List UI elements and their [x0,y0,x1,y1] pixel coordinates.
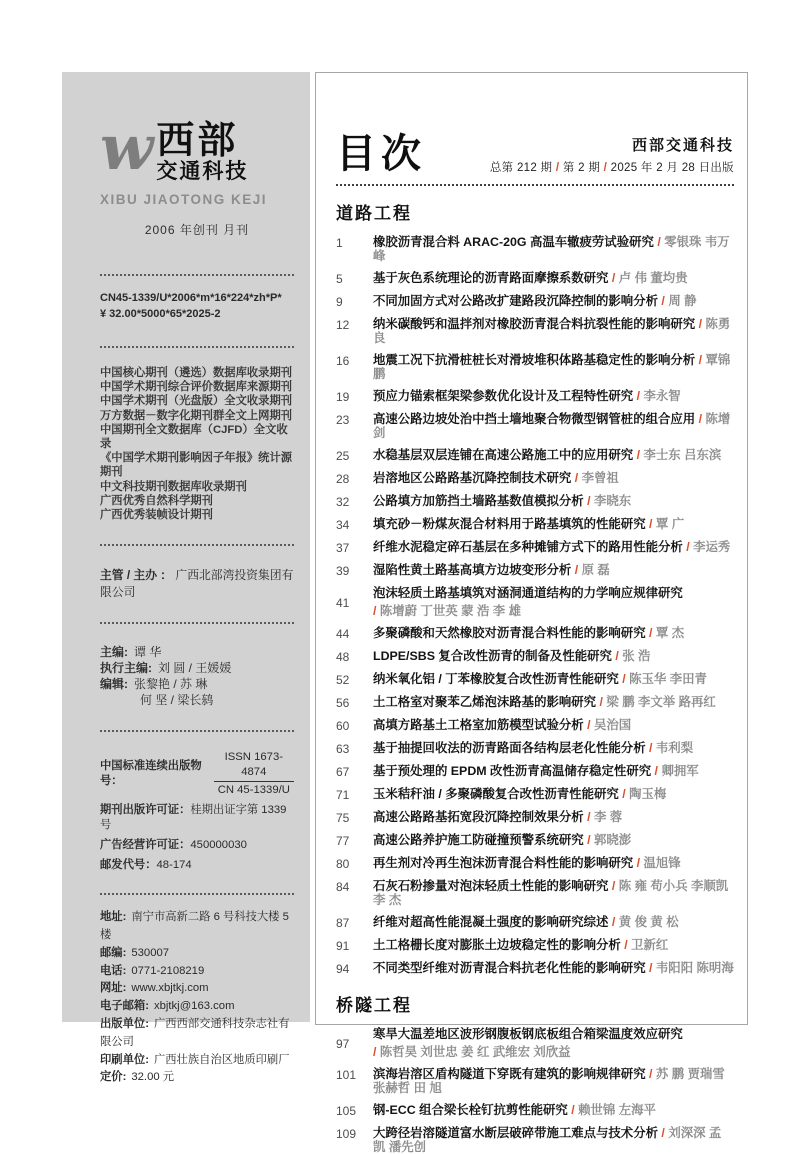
slash-separator: / [645,1067,656,1081]
toc-entry [336,517,734,532]
entry-title: 填充砂－粉煤灰混合材料用于路基填筑的性能研究 [373,517,646,531]
entry-authors: 李 蓉 [593,810,623,824]
entry-authors: 郭晓澎 [593,833,632,847]
slash-separator: / [682,540,694,554]
divider [100,622,294,624]
contact-label: 印刷单位: [100,1053,149,1066]
entry-title: LDPE/SBS 复合改性沥青的制备及性能研究 [373,649,612,663]
divider [100,730,294,732]
entry-authors: 李曾祖 [581,471,619,485]
slash-separator: / [633,856,644,870]
contact-block [100,909,294,1087]
entry-page-number: 94 [336,962,350,976]
entry-text [373,1027,734,1059]
entry-text [373,563,734,578]
entry-page-number: 48 [336,650,350,664]
entry-page-number: 25 [336,449,350,463]
slash-separator: / [608,879,619,893]
entry-title: 多聚磷酸和天然橡胶对沥青混合料性能的影响研究 [373,626,646,640]
slash-separator: / [618,672,630,686]
entry-title: 岩溶地区公路路基沉降控制技术研究 [373,471,572,485]
entry-text [373,1067,734,1095]
contact-value: 南宁市高新二路 6 号科技大楼 5 楼 [100,911,289,942]
entry-text [373,294,734,309]
postal-code-label: 邮发代号： [100,859,157,872]
contact-label: 网址: [100,982,127,995]
honor-item: 中国学术期刊（光盘版）全文收录期刊 [100,395,293,408]
contact-label: 定价: [100,1071,127,1084]
entry-title: 纳米碳酸钙和温拌剂对橡胶沥青混合料抗裂性能的影响研究 [373,317,696,331]
toc-entry [336,586,734,618]
contact-value: www.xbjtkj.com [131,982,209,995]
slash-separator: / [608,915,619,929]
toc-entry [336,718,734,733]
toc-entry [336,1067,734,1095]
entry-page-number: 71 [336,788,350,802]
toc-entry [336,353,734,381]
entry-authors: 周 静 [668,294,697,308]
editor-names: 何 坚 / 梁长鸫 [140,693,214,708]
editor-row [100,644,294,660]
slash-separator: / [695,412,706,426]
logo-name-line1: 西部 [156,120,239,162]
entry-title: 基于预处理的 EPDM 改性沥青高温储存稳定性研究 [373,764,652,778]
entry-authors: 卿拥军 [661,764,699,778]
slash-separator: / [645,961,656,975]
entry-title: 滨海岩溶区盾构隧道下穿既有建筑的影响规律研究 [373,1067,646,1081]
slash-separator: / [583,718,594,732]
contact-value: 广西西部交通科技杂志社有限公司 [100,1018,290,1048]
entry-page-number: 101 [336,1068,357,1082]
entry-text [373,540,734,555]
issue-info: 总第 212 期 / 第 2 期 / 2025 年 2 月 28 日出版 [489,162,734,174]
toc-entry [336,915,734,930]
entry-authors: 吴治国 [593,718,632,732]
slash-separator: / [552,162,563,174]
slash-separator: / [633,389,644,403]
entry-title: 寒旱大温差地区波形钢腹板钢底板组合箱梁温度效应研究 [373,1027,683,1041]
entry-text [373,494,734,509]
csn-line [100,750,294,798]
entry-authors: 韦阳阳 陈明海 [655,961,734,975]
entry-authors: 陈 雍 苟小兵 李顺凯 李 杰 [373,879,729,907]
header-right [490,134,734,175]
entry-page-number: 28 [336,472,350,486]
entry-text [373,1103,734,1118]
entry-authors: 梁 鹏 李文举 路再红 [606,695,716,709]
entry-authors: 卢 伟 董均贵 [618,271,688,285]
entry-page-number: 32 [336,495,350,509]
supervisor-label: 主管 / 主办 ： [100,568,173,583]
toc-sections [336,199,734,1154]
entry-authors: 覃 杰 [655,626,685,640]
entry-page-number: 9 [336,295,343,309]
entry-title: 钢-ECC 组合梁长栓钉抗剪性能研究 [373,1103,568,1117]
issue-code-line: CN45-1339/U*2006*m*16*224*zh*P* [100,292,282,304]
entry-page-number: 80 [336,857,350,871]
toc-entry [336,271,734,286]
entry-page-number: 63 [336,742,350,756]
entry-title: 基于抽提回收法的沥青路面各结构层老化性能分析 [373,741,646,755]
entry-authors: 李士东 吕东滨 [643,448,722,462]
honor-item: 《中国学术期刊影响因子年报》统计源期刊 [100,452,293,479]
entry-page-number: 41 [336,595,350,610]
honor-item: 中文科技期刊数据库收录期刊 [100,480,247,493]
slash-separator: / [571,563,582,577]
entry-title: 纤维对超高性能混凝土强度的影响研究综述 [373,915,609,929]
honor-item: 广西优秀装帧设计期刊 [100,509,213,522]
editor-row [140,692,294,708]
slash-separator: / [695,353,706,367]
toc-entry [336,626,734,641]
slash-separator: / [633,448,644,462]
section-title: 桥隧工程 [336,996,412,1015]
entry-authors: 刘深深 孟 凯 潘先创 [373,1126,722,1154]
entry-page-number: 44 [336,627,350,641]
entry-authors: 陈哲昊 刘世忠 姜 红 武维宏 刘欣益 [379,1045,571,1059]
entry-title: 纤维水泥稳定碎石基层在多种摊铺方式下的路用性能分析 [373,540,683,554]
logo-name-line2: 交通科技 [156,160,249,183]
toc-entry [336,1103,734,1118]
slash-separator: / [651,764,662,778]
toc-entry [336,1126,734,1154]
toc-entry [336,540,734,555]
toc-entry [336,833,734,848]
entry-title: 高速公路路基拓宽段沉降控制效果分析 [373,810,584,824]
entry-authors: 韦利梨 [655,741,694,755]
slash-separator: / [645,626,656,640]
contact-label: 电子邮箱: [100,1000,149,1013]
toc-entry [336,764,734,779]
postal-code-value: 48-174 [156,859,192,872]
entry-text [373,1126,734,1154]
slash-separator: / [608,271,619,285]
slash-separator: / [645,741,656,755]
entry-authors: 覃 广 [655,517,685,531]
entry-authors: 陈玉华 李田青 [629,672,707,686]
slash-separator: / [620,938,632,952]
license-line [100,803,294,833]
entry-text [373,718,734,733]
entry-page-number: 77 [336,834,350,848]
entry-authors: 黄 俊 黄 松 [618,915,679,929]
entry-text [373,915,734,930]
entry-title: 湿陷性黄土路基高填方边坡变形分析 [373,563,572,577]
entry-authors: 赖世锦 左海平 [578,1103,656,1117]
divider [100,274,294,276]
publication-block [100,750,294,873]
entry-authors: 原 磊 [581,563,610,577]
entry-title: 水稳基层双层连铺在高速公路施工中的应用研究 [373,448,634,462]
entry-authors: 李运秀 [693,540,731,554]
entry-authors: 陶玉梅 [629,787,667,801]
header-divider [336,184,734,186]
contact-label: 地址: [100,911,127,924]
editor-row [100,660,294,676]
toc-entry [336,317,734,345]
slash-separator: / [657,1126,669,1140]
contact-row [100,1069,294,1087]
issue-codes [100,290,294,322]
editor-label: 编辑: [100,677,128,692]
entry-title: 高速公路养护施工防碰撞预警系统研究 [373,833,584,847]
csn-label: 中国标准连续出版物号： [100,760,202,788]
founded-line: 2006 年创刊 月刊 [144,223,250,237]
postal-code-line [100,858,294,873]
toc-entry [336,412,734,440]
divider [100,893,294,895]
entry-page-number: 12 [336,318,350,332]
entry-authors: 陈增蔚 丁世英 蒙 浩 李 雄 [379,604,522,618]
slash-separator: / [611,649,623,663]
entry-text [373,879,734,907]
entry-text [373,317,734,345]
entry-authors: 卫新红 [631,938,669,952]
entry-title: 基于灰色系统理论的沥青路面摩擦系数研究 [373,271,609,285]
toc-header [336,133,734,175]
slash-separator: / [373,604,380,618]
entry-authors: 陈增剑 [373,412,731,440]
entry-title: 地震工况下抗滑桩桩长对滑坡堆积体路基稳定性的影响分析 [373,353,696,367]
toc-entry [336,856,734,871]
editor-label: 执行主编: [100,661,152,676]
ad-license-value: 450000030 [190,839,247,852]
entry-authors: 陈勇良 [373,317,731,345]
entry-authors: 覃锦鹏 [373,353,731,381]
entry-page-number: 52 [336,673,350,687]
slash-separator: / [657,294,669,308]
entry-page-number: 23 [336,413,350,427]
entry-title: 大跨径岩溶隧道富水断层破碎带施工难点与技术分析 [373,1126,658,1140]
entry-title: 纳米氧化铝 / 丁苯橡胶复合改性沥青性能研究 [373,672,619,686]
entry-authors: 温旭锋 [643,856,681,870]
slash-separator: / [653,235,665,249]
entry-page-number: 105 [336,1104,357,1118]
contact-row [100,945,294,963]
entry-page-number: 60 [336,719,350,733]
entry-page-number: 84 [336,880,350,894]
entry-authors: 张 浩 [622,649,651,663]
entry-text [373,517,734,532]
contact-label: 邮编: [100,946,127,959]
entry-title: 石灰石粉掺量对泡沫轻质土性能的影响研究 [373,879,609,893]
cn-number: CN 45-1339/U [214,781,294,798]
toc-entry [336,787,734,802]
divider [100,544,294,546]
license-value: 桂期出证字第 1339 号 [100,804,287,832]
contact-label: 出版单位: [100,1018,149,1031]
entry-text [373,412,734,440]
contact-label: 电话: [100,964,127,977]
entry-text [373,961,734,976]
entry-title: 高填方路基土工格室加筋模型试验分析 [373,718,584,732]
toc-entry [336,294,734,309]
license-label: 期刊出版许可证： [100,804,191,817]
contact-value: 530007 [131,946,170,959]
entry-page-number: 67 [336,765,350,779]
logo-w-glyph: w [100,111,154,184]
entry-page-number: 16 [336,354,350,368]
slash-separator: / [567,1103,579,1117]
page-title: 目次 [336,132,426,176]
entry-authors: 李晓东 [593,494,632,508]
slash-separator: / [645,517,656,531]
entry-text [373,672,734,687]
entry-title: 预应力锚索框架梁参数优化设计及工程特性研究 [373,389,634,403]
entry-text [373,741,734,756]
contact-row [100,998,294,1016]
entry-page-number: 97 [336,1036,350,1051]
entry-authors: 李永智 [643,389,681,403]
entry-authors: 苏 鹏 贾瑞雪 张赫哲 田 旭 [373,1067,725,1095]
toc-entry [336,448,734,463]
entry-authors-line [373,604,734,618]
toc-entry [336,649,734,664]
slash-separator: / [583,833,594,847]
toc-entry [336,741,734,756]
toc-entry [336,235,734,263]
toc-entry [336,471,734,486]
logo-pinyin: XIBU JIAOTONG KEJI [100,192,268,207]
slash-separator: / [583,810,594,824]
toc-entry [336,1027,734,1059]
entry-page-number: 1 [336,236,343,250]
honor-item: 万方数据－数字化期刊群全文上网期刊 [100,409,293,422]
entry-text [373,810,734,825]
issn-number: ISSN 1673-4874 [224,751,283,779]
entry-authors: 零银珠 韦万峰 [373,235,730,263]
entry-title: 公路填方加筋挡土墙路基数值模拟分析 [373,494,584,508]
honor-item: 广西优秀自然科学期刊 [100,494,213,507]
slash-separator: / [618,787,630,801]
journal-info-sidebar [62,72,310,1084]
entry-text [373,626,734,641]
entry-page-number: 109 [336,1127,357,1141]
entry-page-number: 37 [336,541,350,555]
slash-separator: / [600,162,611,174]
entry-title: 高速公路边坡处治中挡土墙地聚合物微型钢管桩的组合应用 [373,412,696,426]
entry-page-number: 19 [336,390,350,404]
entry-text [373,764,734,779]
entry-text [373,235,734,263]
entry-title: 再生剂对冷再生泡沫沥青混合料性能的影响研究 [373,856,634,870]
honor-item: 中国期刊全文数据库（CJFD）全文收录 [100,423,288,451]
toc-entry [336,961,734,976]
entry-page-number: 56 [336,696,350,710]
editor-label: 主编: [100,645,128,660]
contact-value: xbjtkj@163.com [153,1000,235,1013]
entry-text [373,695,734,710]
editor-names: 刘 圆 / 王媛媛 [158,661,232,676]
editors-block [100,644,294,708]
toc-entry [336,672,734,687]
ad-license-label: 广告经营许可证： [100,839,191,852]
honor-item: 中国学术期刊综合评价数据库来源期刊 [100,381,293,394]
entry-page-number: 34 [336,518,350,532]
entry-text [373,787,734,802]
contact-row [100,1016,294,1052]
entry-title: 土工格栅长度对膨胀土边坡稳定性的影响分析 [373,938,621,952]
slash-separator: / [583,494,594,508]
section-title: 道路工程 [336,204,412,223]
logo-name-block [156,122,248,183]
entry-page-number: 75 [336,811,350,825]
divider [100,346,294,348]
entry-title: 玉米秸秆油 / 多聚磷酸复合改性沥青性能研究 [373,787,619,801]
entry-text [373,856,734,871]
editor-names: 张黎艳 / 苏 琳 [134,677,208,692]
contact-value: 广西壮族自治区地质印刷厂 [153,1053,290,1066]
supervisor-value: 广西北部湾投资集团有限公司 [100,568,294,600]
entry-page-number: 5 [336,272,343,286]
toc-entry [336,879,734,907]
entry-text [373,471,734,486]
entry-page-number: 91 [336,939,350,953]
entry-title: 不同类型纤维对沥青混合料抗老化性能的影响研究 [373,961,646,975]
supervisor-line [100,566,294,600]
contact-value: 32.00 元 [131,1071,175,1084]
ad-license-line [100,838,294,853]
contact-value: 0771-2108219 [131,964,205,977]
toc-entry [336,938,734,953]
entry-title: 橡胶沥青混合料 ARAC-20G 高温车辙疲劳试验研究 [373,235,654,249]
entry-text [373,649,734,664]
entry-authors-line [373,1045,734,1059]
honors-list [100,366,294,522]
entry-text [373,271,734,286]
slash-separator: / [373,1045,380,1059]
issue-code-line: ¥ 32.00*5000*65*2025-2 [100,308,221,320]
entry-text [373,389,734,404]
editor-names: 谭 华 [134,645,162,660]
editor-row [100,676,294,692]
entry-text [373,353,734,381]
entry-title: 不同加固方式对公路改扩建路段沉降控制的影响分析 [373,294,658,308]
toc-entry [336,389,734,404]
contact-row [100,980,294,998]
contact-row [100,909,294,945]
slash-separator: / [571,471,582,485]
toc-entry [336,695,734,710]
journal-logo [100,111,294,184]
honor-item: 中国核心期刊（遴选）数据库收录期刊 [100,367,293,379]
contact-row [100,1052,294,1070]
toc-content-box [315,72,748,1154]
toc-entry [336,494,734,509]
entry-title: 泡沫轻质土路基填筑对涵洞通道结构的力学响应规律研究 [373,586,683,600]
slash-separator: / [596,695,607,709]
entry-text [373,938,734,953]
slash-separator: / [695,317,706,331]
journal-name: 西部交通科技 [631,137,734,154]
entry-title: 土工格室对聚苯乙烯泡沫路基的影响研究 [373,695,597,709]
entry-text [373,586,734,618]
toc-entry [336,563,734,578]
entry-page-number: 39 [336,564,350,578]
entry-text [373,833,734,848]
contact-row [100,963,294,981]
entry-text [373,448,734,463]
toc-entry [336,810,734,825]
entry-page-number: 87 [336,916,350,930]
issn-cn-fraction [214,750,294,798]
